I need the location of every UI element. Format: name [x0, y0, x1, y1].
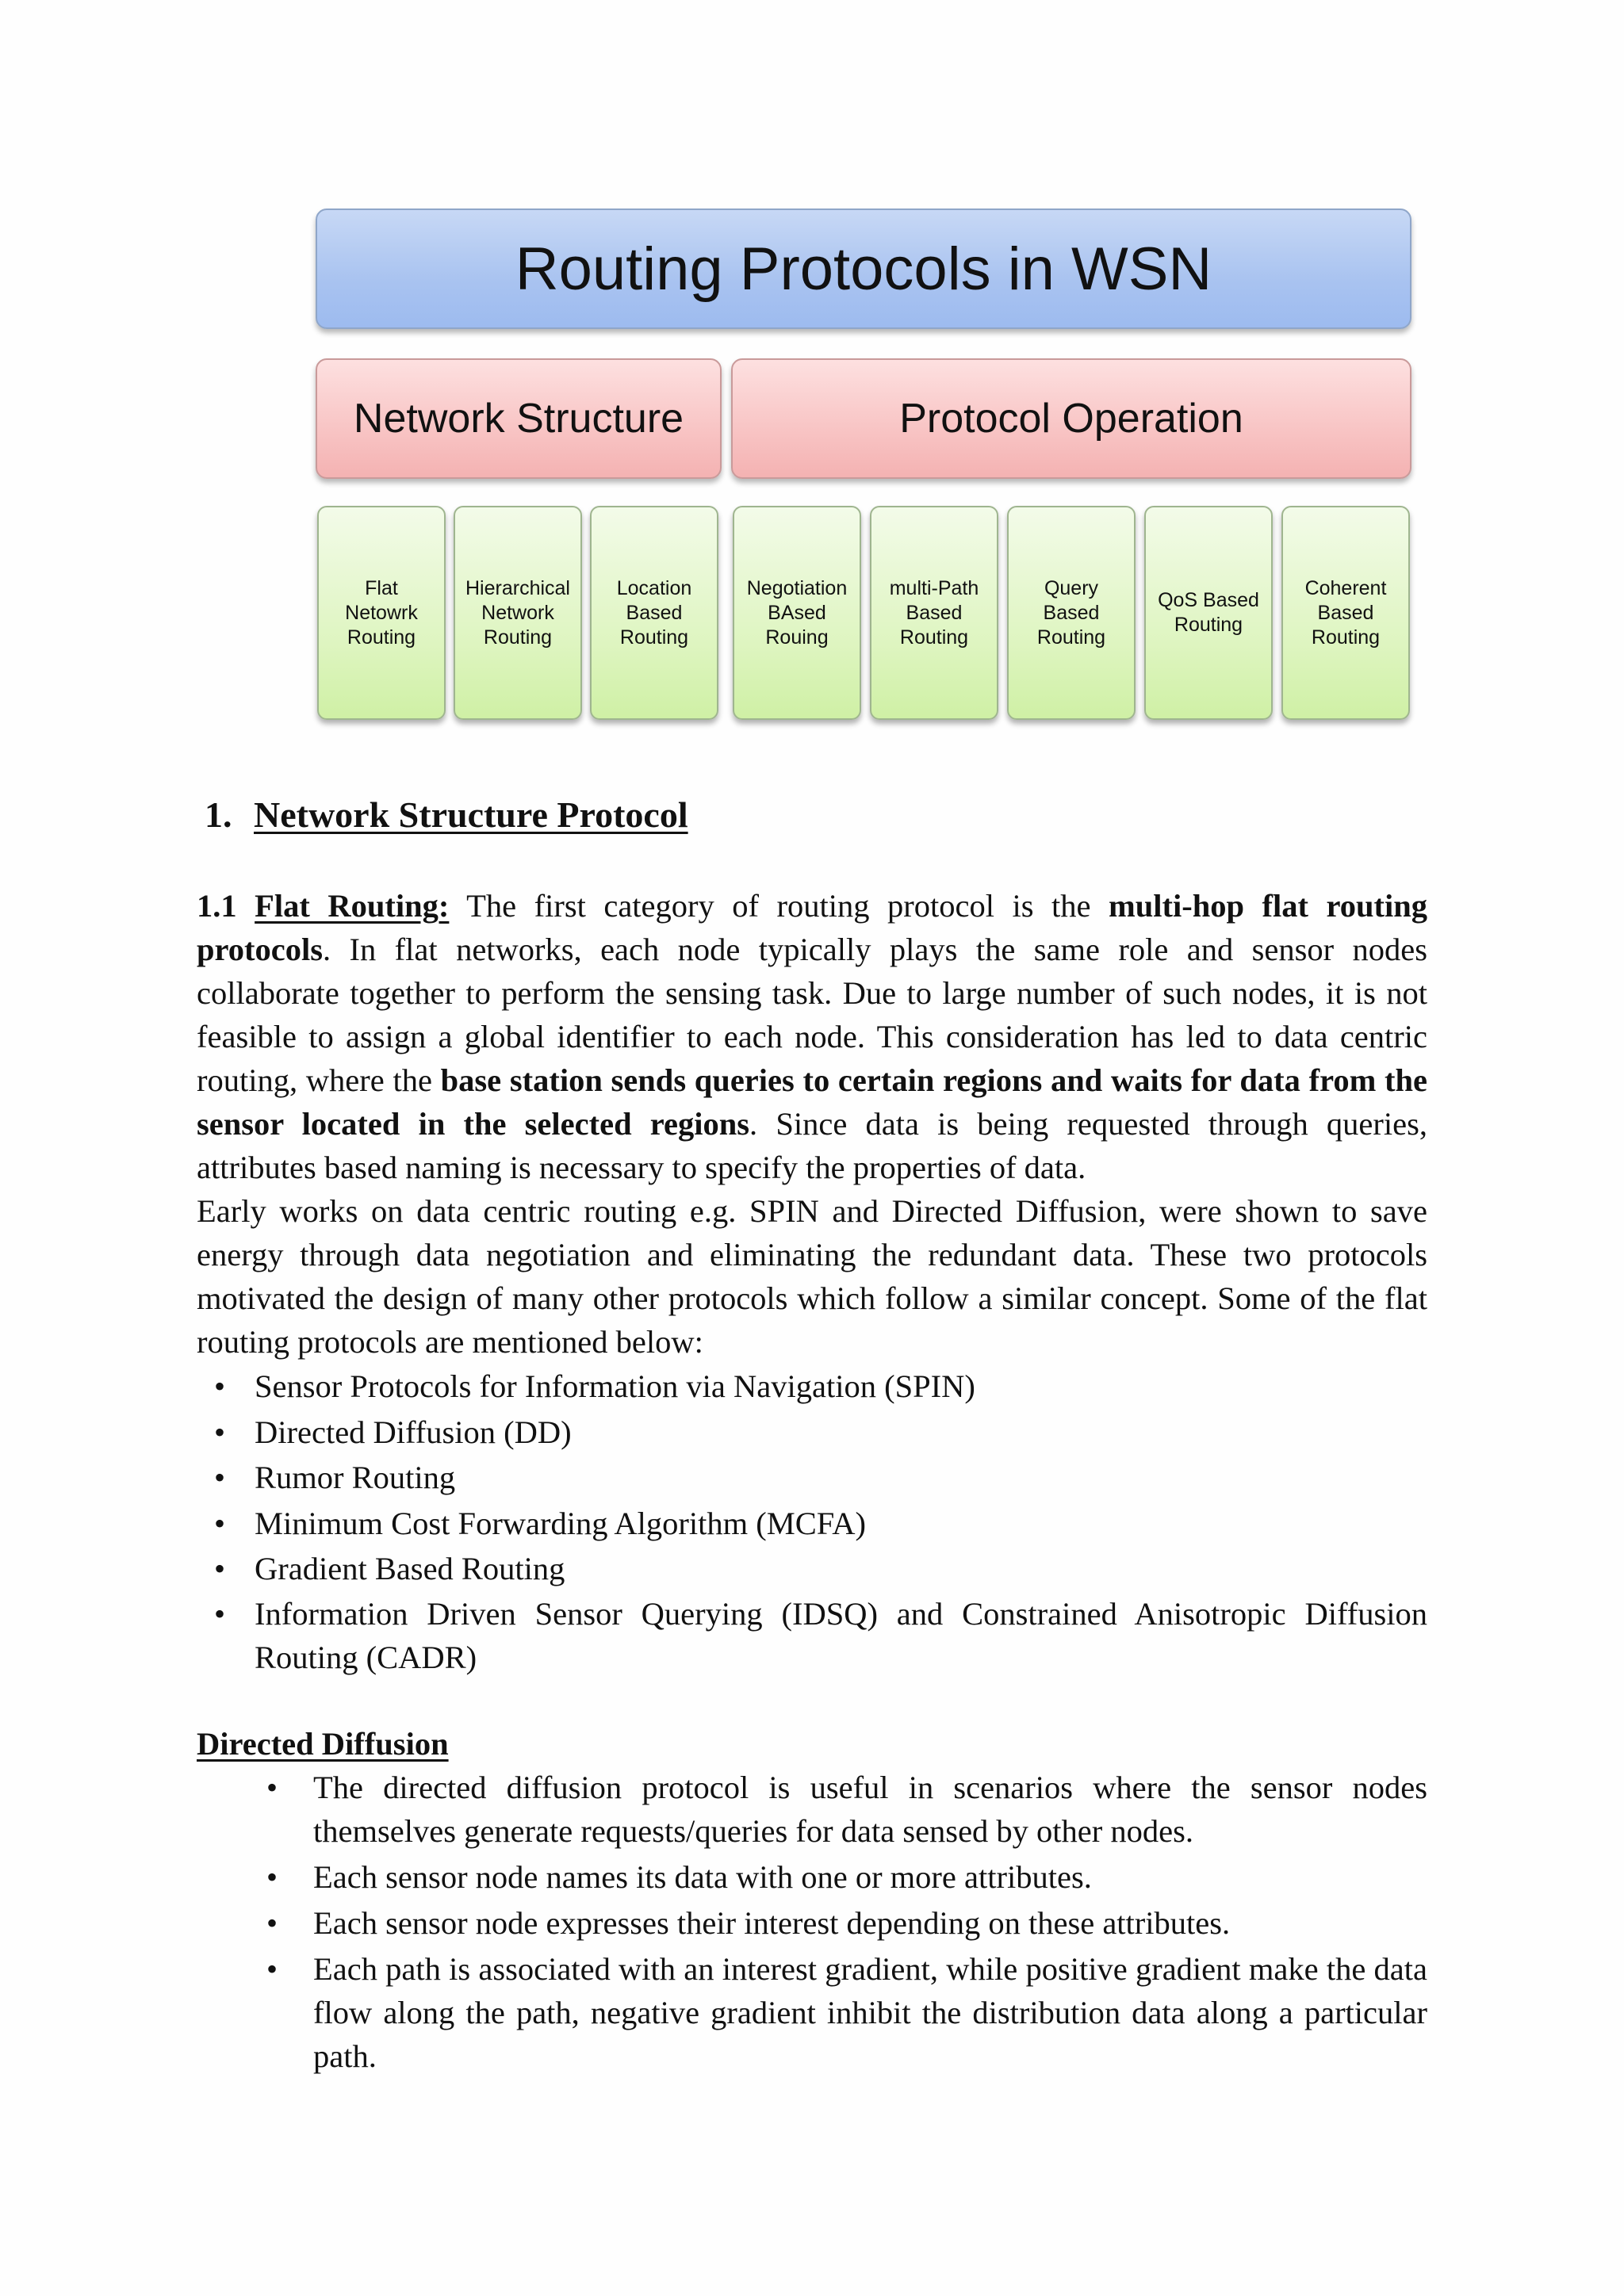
leaf-qos-based-routing: QoS Based Routing [1144, 506, 1273, 720]
leaf-query-based-routing: Query Based Routing [1007, 506, 1136, 720]
leaf-coherent-based-routing: Coherent Based Routing [1281, 506, 1410, 720]
category-protocol-operation: Protocol Operation [731, 358, 1411, 479]
flat-protocols-list [197, 1364, 1427, 1679]
section-title: Network Structure Protocol [254, 794, 688, 835]
list-item: • Each sensor node names its data with one or more attributes. [197, 1855, 1427, 1899]
routing-protocols-diagram [0, 0, 1624, 761]
p1-bold-d: base station sends queries to certain regions and waits for data from the sensor located in the selected regions [197, 1062, 1427, 1142]
leaf-hierarchical-network-routing: Hierarchical Network Routing [454, 506, 582, 720]
directed-diffusion-heading: Directed Diffusion [197, 1726, 449, 1762]
list-item: • Each path is associated with an interest gradient, while positive gradient make the data flow along the path, negative gradient inhibit the distribution data along a particular path. [197, 1947, 1427, 2078]
section-number: 1. [205, 794, 232, 835]
list-item: • Rumor Routing [197, 1455, 1427, 1501]
flat-routing-paragraph-1 [197, 884, 1427, 1189]
leaf-location-based-routing: Location Based Routing [590, 506, 718, 720]
directed-diffusion-list [197, 1766, 1427, 2078]
list-item: • Gradient Based Routing [197, 1546, 1427, 1592]
p1-text-e: . Since data is being requested through queries, attributes based naming is necessary to specify the properties of data. [197, 1106, 1427, 1185]
list-item: • Each sensor node expresses their interest depending on these attributes. [197, 1901, 1427, 1945]
list-item: • Information Driven Sensor Querying (IDSQ) and Constrained Anisotropic Diffusion Routing (CADR) [197, 1592, 1427, 1679]
flat-routing-label: 1.1 [197, 888, 237, 924]
leaf-negotiation-based-routing: Negotiation BAsed Rouing [733, 506, 861, 720]
section-heading [205, 791, 688, 839]
leaf-flat-network-routing: Flat Netowrk Routing [317, 506, 446, 720]
category-network-structure: Network Structure [316, 358, 722, 479]
list-item: • Minimum Cost Forwarding Algorithm (MCFA) [197, 1501, 1427, 1547]
list-item: • Sensor Protocols for Information via Navigation (SPIN) [197, 1364, 1427, 1410]
p1-text-c: . In flat networks, each node typically plays the same role and sensor nodes collaborate together to perform the sensing task. Due to large number of such nodes, it is not feasible to assign a global identifier to each node. This consideration has led to data centric routing, where the [197, 932, 1427, 1098]
leaf-multi-path-based-routing: multi-Path Based Routing [870, 506, 998, 720]
directed-diffusion-section [197, 1722, 1427, 2078]
diagram-title-box: Routing Protocols in WSN [316, 209, 1411, 329]
list-item: • The directed diffusion protocol is useful in scenarios where the sensor nodes themselves generate requests/queries for data sensed by other nodes. [197, 1766, 1427, 1853]
flat-routing-heading: Flat Routing: [255, 888, 450, 924]
flat-routing-section [197, 884, 1427, 1679]
p1-text-a: The first category of routing protocol is the [449, 888, 1109, 924]
flat-routing-paragraph-2: Early works on data centric routing e.g. SPIN and Directed Diffusion, were shown to save energy through data negotiation and eliminating the redundant data. These two protocols motivated the design of many other protocols which follow a similar concept. Some of the flat routing protocols are mentioned below: [197, 1193, 1427, 1360]
list-item: • Directed Diffusion (DD) [197, 1410, 1427, 1456]
p1-bold-b: multi-hop flat routing protocols [197, 888, 1427, 967]
